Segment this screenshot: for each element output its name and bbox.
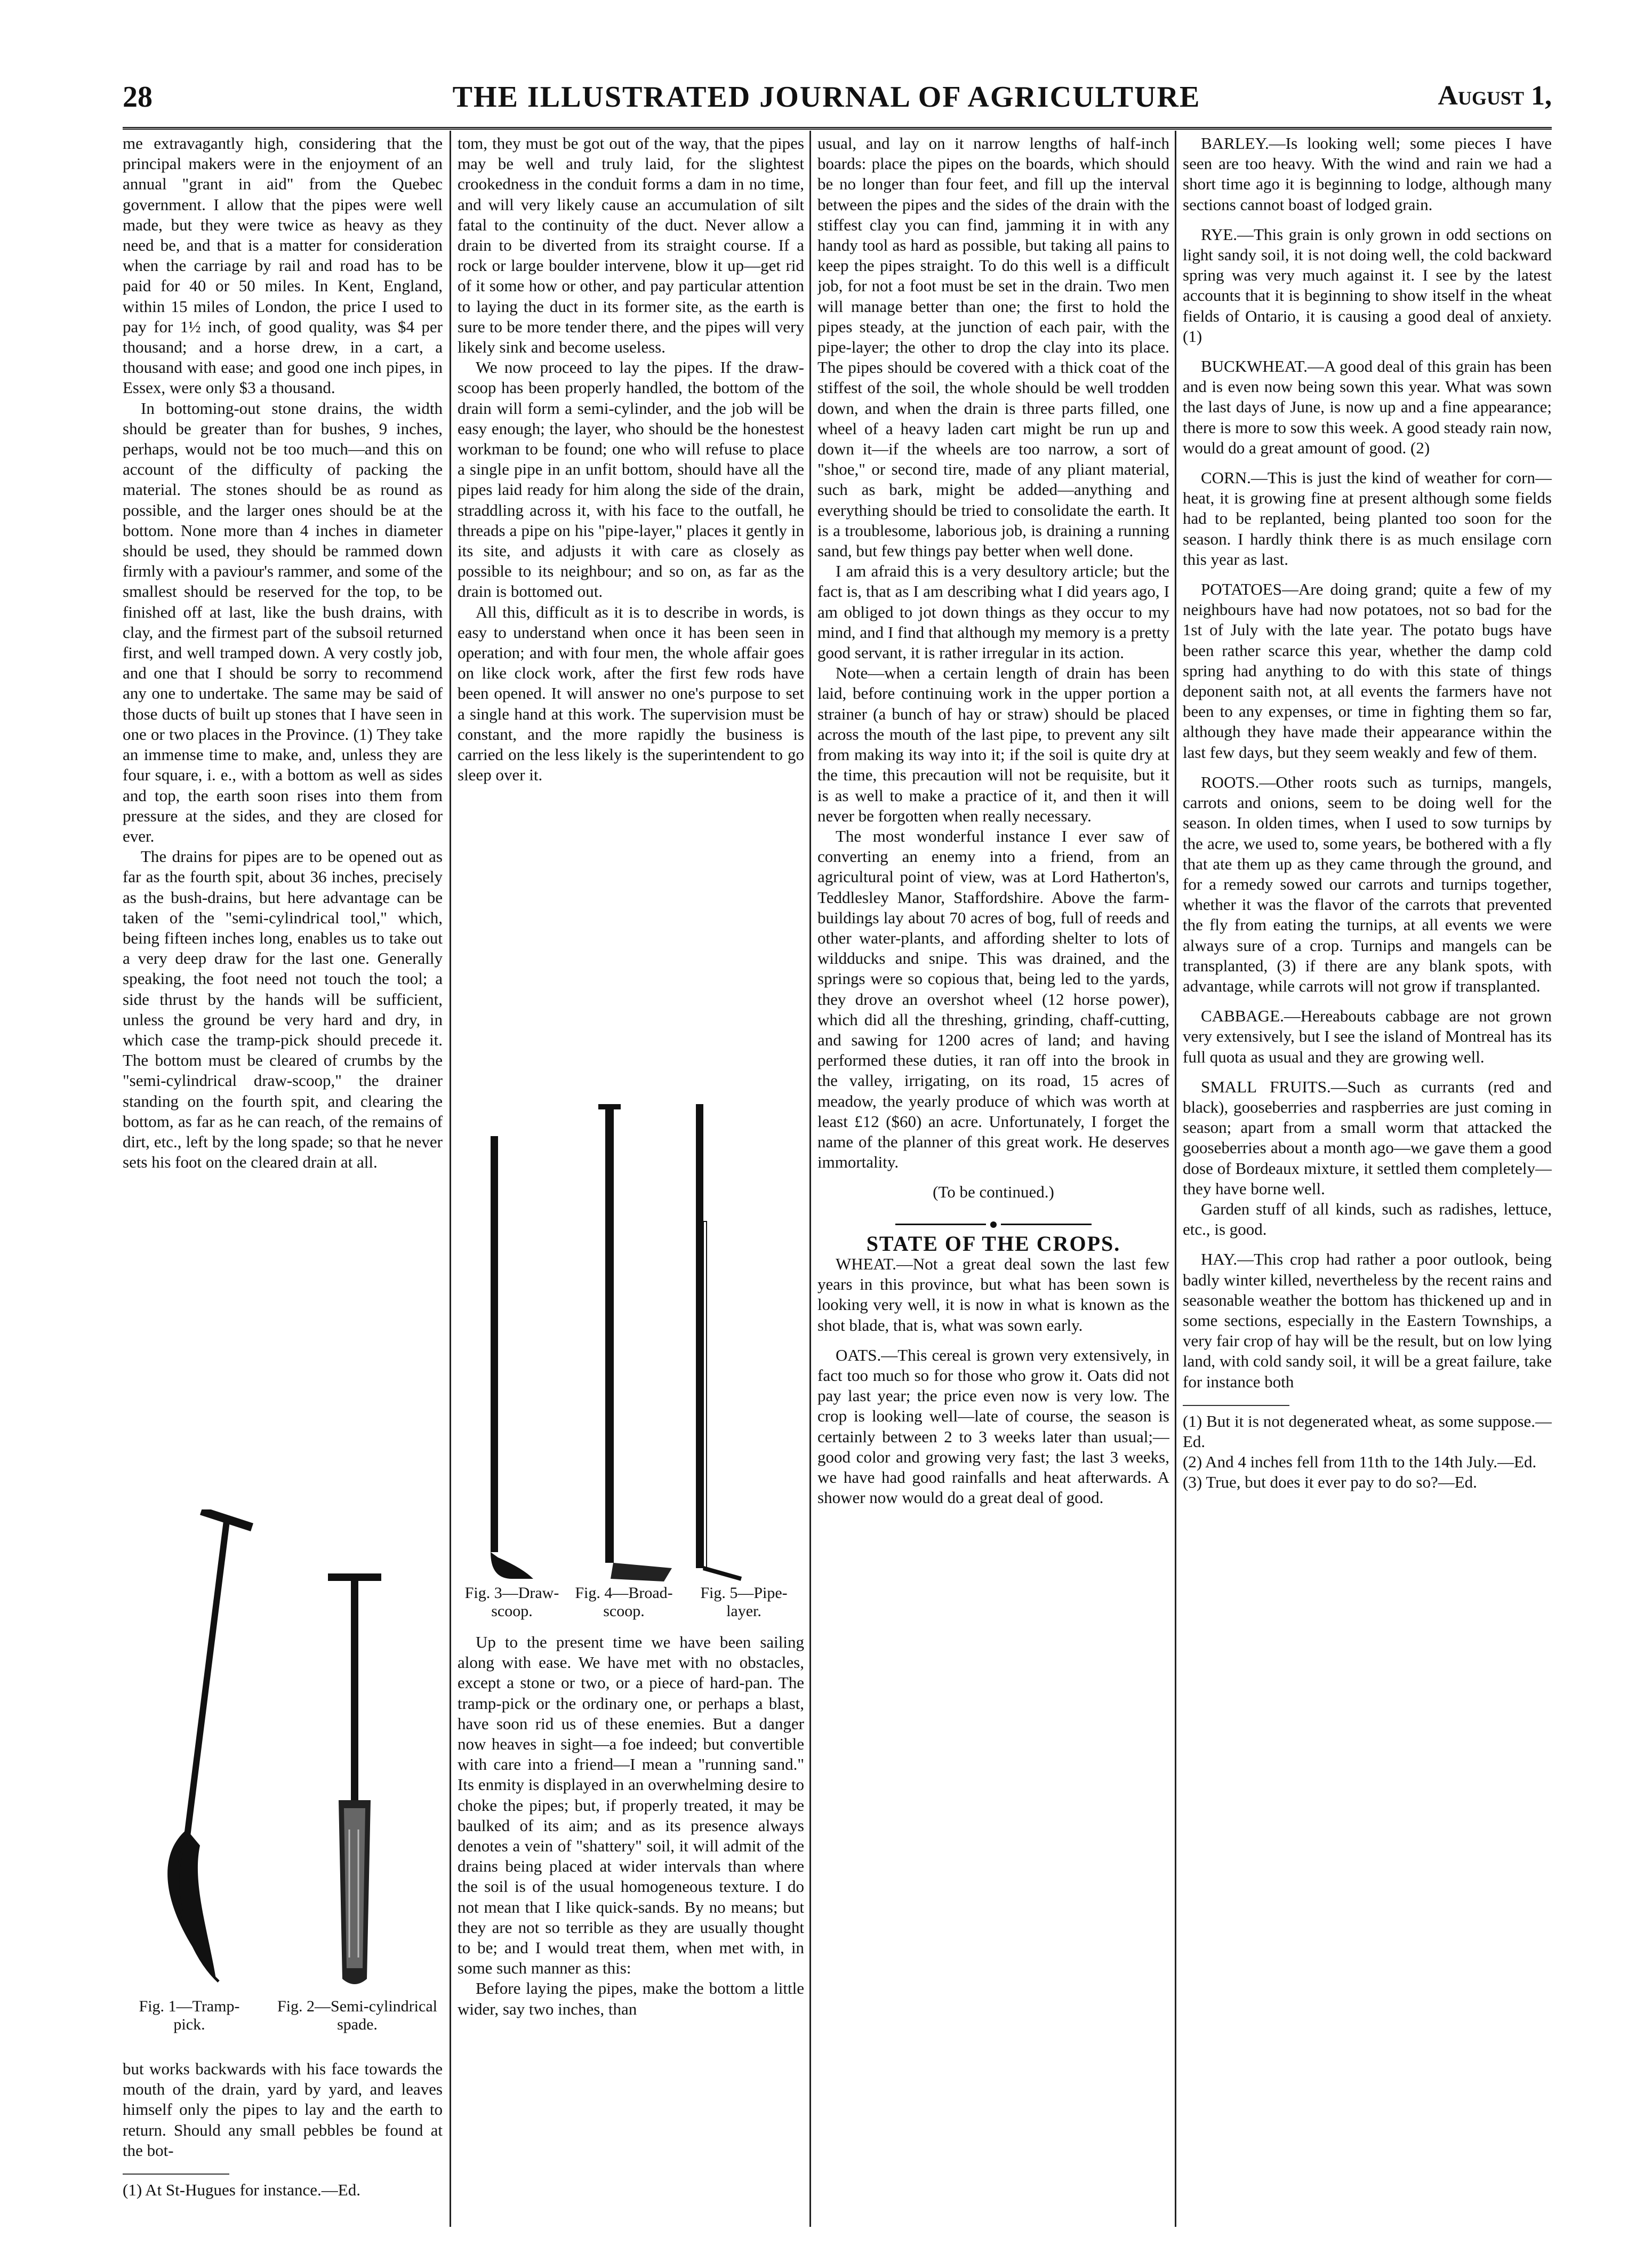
semi-cylindrical-spade-illustration [328, 1573, 381, 1984]
page-header [123, 80, 1552, 128]
paragraph: BUCKWHEAT.—A good deal of this grain has been and is even now being sown this year. What was sown the last days of June, is now up and a fine appearance; there is more to sow this week. A good steady rain now, would do a great amount of good. (2) [1183, 357, 1552, 457]
article-column-1-continued [123, 2059, 443, 2219]
paragraph: HAY.—This crop had rather a poor outlook, being badly winter killed, nevertheless by the recent rains and seasonable weather the bottom has thickened up and in some sections, especially in the Eastern Townships, a very fair crop of hay will be the result, but on low lying land, with cold sandy soil, it will be a great failure, take for instance both [1183, 1250, 1552, 1391]
paragraph: The drains for pipes are to be opened out as far as the fourth spit, about 36 inches, precisely as the bush-drains, but here advantage can be taken of the "semi-cylindrical tool," which, being fifteen inches long, enables us to take out a very deep draw for the last one. Generally speaking, the foot need not touch the tool; a side thrust by the hands will be sufficient, unless the ground be very hard and dry, in which case the tramp-pick should precede it. The bottom must be cleared of crumbs by the "semi-cylindrical draw-scoop," the drainer standing on the fourth spit, and clearing the bottom, as far as he can reach, of the remains of dirt, etc., left by the long spade; so that he never sets his foot on the cleared drain at all. [123, 847, 443, 1172]
paragraph: Garden stuff of all kinds, such as radishes, lettuce, etc., is good. [1183, 1199, 1552, 1239]
broad-scoop-illustration [598, 1104, 672, 1581]
paragraph: We now proceed to lay the pipes. If the draw-scoop has been properly handled, the bottom of the drain will form a semi-cylinder, and the job will be easy enough; the layer, who should be the honestest workman to be found; one who will refuse to place a single pipe in an unfit bottom, should have all the pipes laid ready for him along the side of the drain, straddling across it, with his face to the outfall, he threads a pipe on his "pipe-layer," places it gently in its site, and adjusts it with care as closely as possible to its neighbour; and so on, as far as the drain is bottomed out. [458, 358, 804, 601]
paragraph: RYE.—This grain is only grown in odd sections on light sandy soil, it is not doing well, the cold backward spring was very much against it. I see by the latest accounts that it is beginning to show itself in the wheat fields of Ontario, it is causing a good deal of anxiety. (1) [1183, 225, 1552, 346]
fig5-caption: Fig. 5—Pipe-layer. [700, 1584, 788, 1620]
paragraph: The most wonderful instance I ever saw of converting an enemy into a friend, from an agricultural point of view, was at Lord Hatherton's, Teddlesley Manor, Staffordshire. Above the farm-buildings lay about 70 acres of bog, full of reeds and other water-plants, and affording shelter to lots of wildducks and snipe. This was drained, and the springs were so copious that, being led to the yards, they drove an overshot wheel (12 horse power), which did all the threshing, grinding, chaff-cutting, and sawing for 1200 acres of land; and having performed these duties, it ran off into the brook in the valley, irrigating, on its road, 15 acres of meadow, the yearly produce of which was worth at least £12 ($60) an acre. Unfortunately, I forget the name of the planner of this great work. He deserves immortality. [817, 826, 1169, 1172]
paragraph: BARLEY.—Is looking well; some pieces I have seen are too heavy. With the wind and rain we had a short time ago it is beginning to lodge, although many sections cannot boast of lodged grain. [1183, 134, 1552, 214]
footnote: (1) At St-Hugues for instance.—Ed. [123, 2180, 360, 2200]
paragraph: OATS.—This cereal is grown very extensively, in fact too much so for those who grow it. Oats did not pay last year; the price even now is very low. The crop is looking well—late of course, the season is certainly between 2 to 3 weeks later than usual;—good color and growing very fast; the last 3 weeks, we have had good rainfalls and heat afterwards. A shower now would do a great deal of good. [817, 1345, 1169, 1507]
paragraph: Note—when a certain length of drain has been laid, before continuing work in the upper portion a strainer (a bunch of hay or straw) should be placed across the mouth of the last pipe, to prevent any silt from making its way into it; if the soil is quite dry at the time, this precaution will not be requisite, but it is as well to make a practice of it, and then it will never be forgotten when really necessary. [817, 664, 1169, 825]
draw-scoop-illustration [491, 1136, 533, 1579]
paragraph: POTATOES—Are doing grand; quite a few of my neighbours have had now potatoes, not so bad for the 1st of July with the late year. The potato bugs have been rather scarce this year, whether the damp cold spring had anything to do with this state of things deponent saith not, at all events the farmers have not been to any expenses, or time in fighting them so far, although they have made their appearance within the last few days, but they seem weakly and few of them. [1183, 580, 1552, 762]
paragraph: usual, and lay on it narrow lengths of half-inch boards: place the pipes on the boards, which should be no longer than four feet, and fill up the interval between the pipes and the sides of the drain with the stiffest clay you can find, jamming it in with any handy tool as hard as possible, but taking all pains to keep the pipes straight. To do this well is a difficult job, for not a foot must be set in the drain. Two men will manage better than one; the first to hold the pipes steady, at the junction of each pair, with the pipe-layer; the other to drop the clay into its place. The pipes should be covered with a thick coat of the stiffest of the soil, the whole should be well trodden down, and when the drain is three parts filled, one wheel of a heavy laden cart might be run up and down it—if the wheels are too narrow, a sort of "shoe," or second tire, made of any pliant material, such as bark, might be added—anything and everything should be tried to consolidate the earth. It is a troublesome, laborious job, is draining a running sand, but few things pay better when well done. [817, 134, 1169, 561]
column-divider [809, 131, 811, 2227]
fig1-caption: Fig. 1—Tramp-pick. [139, 1998, 240, 2033]
column-divider [450, 131, 451, 2227]
section-ornament [817, 1213, 1169, 1234]
tramp-pick-illustration [167, 1509, 253, 1982]
article-column-3 [817, 133, 1169, 2224]
journal-title: THE ILLUSTRATED JOURNAL OF AGRICULTURE [452, 81, 1201, 114]
header-rule [123, 127, 1552, 130]
paragraph: tom, they must be got out of the way, that the pipes may be well and truly laid, for the slightest crookedness in the conduit forms a dam in no time, and will very likely cause an accumulation of silt fatal to the continuity of the duct. Never allow a drain to be diverted from its straight course. If a rock or large boulder intervene, blow it up—get rid of it some how or other, and pay particular attention to laying the duct in its former site, as the earth is sure to be more tender there, and the pipes will very likely sink and become useless. [458, 134, 804, 357]
footnote-rule [1183, 1405, 1289, 1406]
paragraph: CORN.—This is just the kind of weather for corn—heat, it is growing fine at present although some fields had to be replanted, being planted too soon for the season. I hardly think there is as much ensilage corn this year as last. [1183, 468, 1552, 569]
paragraph: but works backwards with his face towards the mouth of the drain, yard by yard, and leaves himself only the pipes to lay and the earth to return. Should any small pebbles be found at the bot- [123, 2059, 443, 2160]
paragraph: CABBAGE.—Hereabouts cabbage are not grown very extensively, but I see the island of Montreal has its full quota as usual and they are growing well. [1183, 1006, 1552, 1066]
footnote: (2) And 4 inches fell from 11th to the 14th July.—Ed. [1183, 1452, 1537, 1472]
fig2-caption: Fig. 2—Semi-cylindrical spade. [277, 1998, 437, 2033]
article-column-2-continued [458, 1632, 804, 2219]
fig3-caption: Fig. 3—Draw-scoop. [464, 1584, 559, 1620]
paragraph: I am afraid this is a very desultory article; but the fact is, that as I am describing what I did years ago, I am obliged to jot down things as they occur to my mind, and I find that although my memory is a pretty good servant, it is rather irregular in its action. [817, 562, 1169, 662]
footnote: (3) True, but does it ever pay to do so?—Ed. [1183, 1473, 1477, 1492]
article-column-4 [1183, 133, 1552, 2224]
paragraph: Before laying the pipes, make the bottom a little wider, say two inches, than [458, 1979, 804, 2018]
footnote-rule [123, 2174, 229, 2175]
paragraph: ROOTS.—Other roots such as turnips, mangels, carrots and onions, seem to be doing well for the season. In olden times, when I used to sow turnips by the acre, we used to, some years, be bothered with a fly that ate them up as they came through the ground, and for a remedy sowed our carrots and turnips together, whether it was the flavor of the carrots that prevented the fly from eating the turnips, at all events we were always sure of a crop. Turnips and mangels can be transplanted, (3) if there are any blank spots, with advantage, while carrots will not grow if transplanted. [1183, 772, 1552, 995]
paragraph: me extravagantly high, considering that the principal makers were in the enjoyment of an annual "grant in aid" from the Quebec government. I allow that the pipes were well made, but they were twice as heavy as they need be, and that is a matter for consideration when the carriage by rail and road has to be paid for 40 or 50 miles. In Kent, England, within 15 miles of London, the price I used to pay for 1½ inch, of good quality, was $4 per thousand; and a horse drew, in a cart, a thousand with ease; and good one inch pipes, in Essex, were only $3 a thousand. [123, 134, 443, 397]
fig4-caption: Fig. 4—Broad-scoop. [575, 1584, 673, 1620]
tool-illustrations-fig3-fig5 [459, 1099, 800, 1595]
to-be-continued: (To be continued.) [933, 1183, 1054, 1202]
footnote: (1) But it is not degenerated wheat, as some suppose.—Ed. [1183, 1411, 1552, 1451]
paragraph: In bottoming-out stone drains, the width should be greater than for bushes, 9 inches, perhaps, would not be too much—and this on account of the difficulty of packing the material. The stones should be as round as possible, and the larger ones should be at the bottom. None more than 4 inches in diameter should be used, they should be rammed down firmly with a paviour's rammer, and some of the smallest should be reserved for the top, to be finished off at last, like the bush drains, with clay, and the firmest part of the subsoil returned first, and well tramped down. A very costly job, and one that I should be sorry to recommend any one to undertake. The same may be said of those ducts of built up stones that I have seen in one or two places in the Province. (1) They take an immense time to make, and, unless they are four square, i. e., with a bottom as well as sides and top, the earth soon rises into them from pressure at the sides, and they are closed for ever. [123, 398, 443, 845]
page-number: 28 [123, 81, 153, 114]
column-divider [1175, 131, 1176, 2227]
paragraph: All this, difficult as it is to describe in words, is easy to understand when once it has been seen in operation; and with four men, the whole affair goes on like clock work, after the first few rods have been opened. It will answer no one's purpose to set a single hand at this work. The supervision must be constant, and the more rapidly the business is carried on the less likely is the superintendent to go sleep over it. [458, 602, 804, 785]
issue-date: August 1, [1438, 81, 1552, 111]
pipe-layer-illustration [696, 1104, 741, 1579]
paragraph: Up to the present time we have been sailing along with ease. We have met with no obstacles, except a stone or two, or a piece of hard-pan. The tramp-pick or the ordinary one, or perhaps a blast, have soon rid us of these enemies. But a danger now heaves in sight—a foe indeed; but convertible with care into a friend—I mean a "running sand." Its enmity is displayed in an overwhelming desire to choke the pipes; but, if properly treated, it may be baulked of its aim; and as its presence always denotes a vein of "shattery" soil, it will admit of the drains being placed at wider intervals than where the soil is of the usual homogeneous texture. I do not mean that I like quick-sands. By no means; but they are not so terrible as they are usually thought to be; and I would treat them, when met with, in some such manner as this: [458, 1633, 804, 1978]
paragraph: SMALL FRUITS.—Such as currants (red and black), gooseberries and raspberries are just coming in season; apart from a small worm that attacked the gooseberries about a month ago—we gave them a good dose of Bordeaux mixture, it settled them completely—they have borne well. [1183, 1077, 1552, 1198]
paragraph: WHEAT.—Not a great deal sown the last few years in this province, but what has been sown is looking very well, it is now in what is known as the shot blade, that is, what was sown early. [817, 1254, 1169, 1335]
section-title: STATE OF THE CROPS. [866, 1231, 1121, 1256]
article-column-2 [458, 133, 804, 1093]
